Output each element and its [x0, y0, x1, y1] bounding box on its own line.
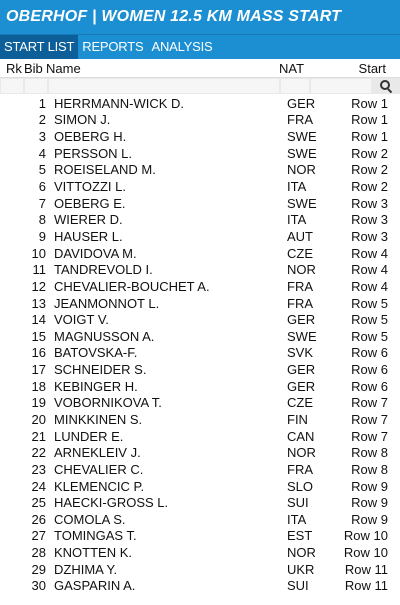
nation-code: SWE [287, 328, 317, 344]
bib-cell: 29 [31, 561, 46, 577]
athlete-name: VITTOZZI L. [54, 179, 126, 195]
nation-code: ITA [287, 179, 307, 195]
table-row[interactable] [0, 145, 400, 162]
nation-code: CAN [287, 428, 315, 444]
athlete-name: LUNDER E. [54, 428, 124, 444]
athlete-name: KEBINGER H. [54, 378, 138, 394]
nation-code: NOR [287, 445, 316, 461]
nation-code: FRA [287, 461, 313, 477]
bib-cell: 15 [31, 328, 46, 344]
bib-cell: 17 [31, 362, 46, 378]
athlete-name: DZHIMA Y. [54, 561, 118, 577]
athlete-name: DAVIDOVA M. [54, 245, 137, 261]
table-row[interactable] [0, 261, 400, 278]
nation-code: CZE [287, 245, 313, 261]
table-row[interactable] [0, 395, 400, 412]
bib-cell: 26 [31, 511, 46, 527]
nation-code: FRA [287, 295, 313, 311]
bib-cell: 11 [32, 262, 46, 278]
athlete-name: COMOLA S. [54, 511, 126, 527]
table-row[interactable] [0, 128, 400, 145]
table-row[interactable] [0, 528, 400, 545]
table-row[interactable] [0, 511, 400, 528]
table-row[interactable] [0, 478, 400, 495]
bib-cell: 1 [38, 95, 46, 111]
start-row: Row 4 [351, 245, 388, 261]
tab-analysis[interactable]: ANALYSIS [151, 39, 213, 54]
start-row: Row 6 [351, 362, 388, 378]
start-row: Row 9 [351, 478, 388, 494]
table-row[interactable] [0, 178, 400, 195]
column-header-bib[interactable]: Bib [24, 60, 43, 76]
table-row[interactable] [0, 311, 400, 328]
nation-code: AUT [287, 228, 313, 244]
athlete-name: SCHNEIDER S. [54, 362, 147, 378]
start-row: Row 7 [351, 428, 388, 444]
start-row: Row 9 [351, 495, 388, 511]
nation-code: SVK [287, 345, 314, 361]
athlete-name: WIERER D. [54, 212, 123, 228]
athlete-name: HAECKI-GROSS L. [54, 495, 169, 511]
nation-code: GER [287, 362, 316, 378]
athlete-name: ROEISELAND M. [54, 162, 156, 178]
nation-code: NOR [287, 262, 316, 278]
bib-cell: 18 [31, 378, 46, 394]
table-row[interactable] [0, 195, 400, 212]
table-row[interactable] [0, 328, 400, 345]
nation-code: EST [287, 528, 313, 544]
bib-cell: 27 [31, 528, 46, 544]
athlete-name: HAUSER L. [54, 228, 123, 244]
athlete-name: TOMINGAS T. [54, 528, 137, 544]
bib-cell: 2 [38, 112, 46, 128]
start-row: Row 10 [343, 528, 388, 544]
table-row[interactable] [0, 211, 400, 228]
start-row: Row 4 [351, 262, 388, 278]
nation-code: NOR [287, 162, 316, 178]
nation-code: NOR [287, 545, 316, 561]
table-row[interactable] [0, 561, 400, 578]
nation-code: ITA [287, 212, 307, 228]
table-row[interactable] [0, 228, 400, 245]
start-row: Row 6 [351, 378, 388, 394]
athlete-name: OEBERG E. [54, 195, 126, 211]
athlete-name: CHEVALIER C. [54, 461, 144, 477]
athlete-name: TANDREVOLD I. [54, 262, 153, 278]
tab-start-list[interactable]: START LIST [0, 35, 78, 59]
bib-cell: 20 [31, 411, 46, 427]
table-row[interactable] [0, 162, 400, 179]
bib-cell: 10 [31, 245, 46, 261]
start-row: Row 11 [344, 578, 388, 594]
start-row: Row 9 [351, 511, 388, 527]
bib-cell: 16 [31, 345, 46, 361]
start-row: Row 5 [351, 328, 388, 344]
athlete-name: OEBERG H. [54, 129, 127, 145]
nation-code: SWE [287, 129, 317, 145]
search-icon[interactable] [380, 80, 392, 92]
start-row: Row 6 [351, 345, 388, 361]
athlete-name: BATOVSKA-F. [54, 345, 138, 361]
start-list-table [0, 94, 400, 594]
start-row: Row 1 [351, 95, 388, 111]
nation-code: GER [287, 95, 316, 111]
nation-code: SWE [287, 195, 317, 211]
column-headers [0, 59, 400, 78]
tab-reports[interactable]: REPORTS [82, 39, 144, 54]
nation-code: GER [287, 378, 316, 394]
bib-cell: 7 [38, 195, 46, 211]
start-row: Row 8 [351, 445, 388, 461]
start-row: Row 7 [351, 411, 388, 427]
bib-cell: 8 [38, 212, 46, 228]
table-row[interactable] [0, 278, 400, 295]
bib-cell: 23 [31, 461, 46, 477]
start-row: Row 1 [351, 129, 388, 145]
bib-cell: 14 [31, 312, 46, 328]
table-row[interactable] [0, 378, 400, 395]
filter-cell-bib[interactable] [25, 79, 47, 93]
athlete-name: ARNEKLEIV J. [54, 445, 141, 461]
table-row[interactable] [0, 361, 400, 378]
nation-code: SUI [287, 495, 309, 511]
athlete-name: HERRMANN-WICK D. [54, 95, 184, 111]
nation-code: UKR [287, 561, 315, 577]
start-row: Row 1 [351, 112, 388, 128]
athlete-name: VOIGT V. [54, 312, 109, 328]
table-row[interactable] [0, 578, 400, 595]
start-row: Row 5 [351, 295, 388, 311]
table-row[interactable] [0, 444, 400, 461]
start-row: Row 4 [351, 278, 388, 294]
nation-code: CZE [287, 395, 313, 411]
table-row[interactable] [0, 544, 400, 561]
bib-cell: 4 [38, 145, 46, 161]
bib-cell: 21 [31, 428, 46, 444]
athlete-name: CHEVALIER-BOUCHET A. [54, 278, 210, 294]
athlete-name: MAGNUSSON A. [54, 328, 155, 344]
nation-code: FIN [287, 411, 308, 427]
table-row[interactable] [0, 95, 400, 112]
column-header-name[interactable]: Name [46, 60, 81, 76]
filter-cell-start[interactable] [311, 79, 371, 93]
bib-cell: 9 [38, 228, 46, 244]
table-row[interactable] [0, 494, 400, 511]
bib-cell: 3 [38, 129, 46, 145]
table-row[interactable] [0, 345, 400, 362]
table-row[interactable] [0, 295, 400, 312]
athlete-name: GASPARIN A. [54, 578, 136, 594]
table-row[interactable] [0, 112, 400, 129]
start-row: Row 11 [344, 561, 388, 577]
athlete-name: KNOTTEN K. [54, 545, 133, 561]
nation-code: FRA [287, 278, 313, 294]
bib-cell: 24 [31, 478, 46, 494]
nation-code: SWE [287, 145, 317, 161]
bib-cell: 5 [38, 162, 46, 178]
athlete-name: MINKKINEN S. [54, 411, 143, 427]
bib-cell: 6 [38, 179, 46, 195]
nation-code: SLO [287, 478, 314, 494]
bib-cell: 30 [31, 578, 46, 594]
start-row: Row 10 [343, 545, 388, 561]
start-row: Row 2 [351, 179, 388, 195]
bib-cell: 28 [31, 545, 46, 561]
column-header-rk[interactable]: Rk [6, 60, 22, 76]
start-row: Row 3 [351, 228, 388, 244]
filter-cell-name[interactable] [49, 79, 279, 93]
filter-cell-rk[interactable] [1, 79, 23, 93]
filter-cell-nat[interactable] [281, 79, 309, 93]
start-row: Row 7 [351, 395, 388, 411]
bib-cell: 12 [31, 278, 46, 294]
table-row[interactable] [0, 411, 400, 428]
table-row[interactable] [0, 245, 400, 262]
column-header-start[interactable]: Start [358, 60, 386, 76]
page-title: OBERHOF | WOMEN 12.5 KM MASS START [0, 0, 400, 34]
athlete-name: JEANMONNOT L. [54, 295, 160, 311]
bib-cell: 13 [31, 295, 46, 311]
start-row: Row 3 [351, 195, 388, 211]
athlete-name: VOBORNIKOVA T. [54, 395, 162, 411]
nation-code: FRA [287, 112, 313, 128]
athlete-name: SIMON J. [54, 112, 111, 128]
table-row[interactable] [0, 461, 400, 478]
start-row: Row 2 [351, 162, 388, 178]
table-row[interactable] [0, 428, 400, 445]
nation-code: GER [287, 312, 316, 328]
bib-cell: 22 [31, 445, 46, 461]
column-header-nat[interactable]: NAT [279, 60, 305, 76]
filter-row [0, 78, 400, 94]
tab-bar [0, 34, 400, 59]
start-row: Row 3 [351, 212, 388, 228]
start-row: Row 2 [351, 145, 388, 161]
nation-code: ITA [287, 511, 307, 527]
nation-code: SUI [287, 578, 309, 594]
athlete-name: KLEMENCIC P. [54, 478, 145, 494]
athlete-name: PERSSON L. [54, 145, 133, 161]
bib-cell: 19 [31, 395, 46, 411]
start-row: Row 5 [351, 312, 388, 328]
bib-cell: 25 [31, 495, 46, 511]
start-row: Row 8 [351, 461, 388, 477]
